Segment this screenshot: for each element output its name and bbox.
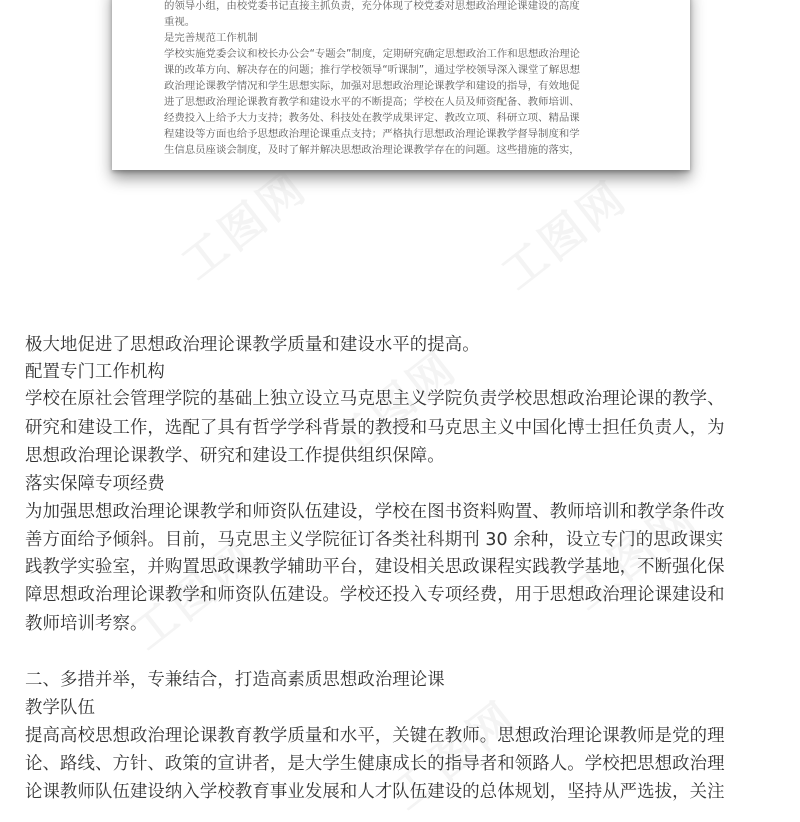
paragraph-line: 教师培训考察。: [25, 614, 148, 634]
paragraph-line: 思想政治理论课教学、研究和建设工作提供组织保障。: [25, 446, 445, 466]
document-photo: [0, 0, 800, 300]
paper-line: 重视。: [164, 16, 196, 28]
paper-sheet: [112, 0, 690, 170]
paper-line: 是完善规范工作机制: [164, 32, 258, 44]
paragraph-line: 论课教师队伍建设纳入学校教育事业发展和人才队伍建设的总体规划，坚持从严选拔，关注: [25, 782, 725, 802]
paper-line: 生信息员座谈会制度，及时了解并解决思想政治理论课教学存在的问题。这些措施的落实，: [164, 144, 580, 156]
paper-line: 程建设等方面也给予思想政治理论课重点支持；严格执行思想政治理论课教学督导制度和学: [164, 128, 580, 140]
section-heading: 配置专门工作机构: [25, 362, 165, 382]
paper-line: 的领导小组，由校党委书记直接主抓负责，充分体现了校党委对思想政治理论课建设的高度: [164, 0, 580, 12]
paragraph-line: 障思想政治理论课教学和师资队伍建设。学校还投入专项经费，用于思想政治理论课建设和: [25, 585, 725, 605]
paragraph-line: 善方面给予倾斜。目前，马克思主义学院征订各类社科期刊 30 余种，设立专门的思政课实: [25, 530, 724, 550]
paper-line: 课的改革方向、解决存在的问题；推行学校领导“听课制”，通过学校领导深入课堂了解思想: [164, 64, 580, 76]
paper-line: 进了思想政治理论课教育教学和建设水平的不断提高；学校在人员及师资配备、教师培训、: [164, 96, 580, 108]
chapter-heading: 二、多措并举，专兼结合，打造高素质思想政治理论课: [25, 670, 445, 690]
section-heading: 教学队伍: [25, 698, 95, 718]
paragraph-line: 研究和建设工作，选配了具有哲学学科背景的教授和马克思主义中国化博士担任负责人，为: [25, 418, 725, 438]
watermark: 工图网: [122, 531, 268, 660]
paragraph-line: 学校在原社会管理学院的基础上独立设立马克思主义学院负责学校思想政治理论课的教学、: [25, 389, 725, 409]
paragraph-line: 提高高校思想政治理论课教育教学质量和水平，关键在教师。思想政治理论课教师是党的理: [25, 726, 725, 746]
paragraph-line: 践教学实验室，并购置思政课教学辅助平台，建设相关思政课程实践教学基地，不断强化保: [25, 557, 725, 577]
watermark: 工图网: [382, 691, 528, 820]
paper-line: 经费投入上给予大力支持；教务处、科技处在教学成果评定、教改立项、科研立项、精品课: [164, 112, 580, 124]
paragraph-line: 极大地促进了思想政治理论课教学质量和建设水平的提高。: [25, 335, 480, 355]
paper-line: 学校实施党委会议和校长办公会“专题会”制度，定期研究确定思想政治工作和思想政治理论: [164, 48, 580, 60]
watermark: 工图网: [322, 341, 468, 470]
paragraph-line: 为加强思想政治理论课教学和师资队伍建设，学校在图书资料购置、教师培训和教学条件改: [25, 502, 725, 522]
paragraph-line: 论、路线、方针、政策的宣讲者，是大学生健康成长的指导者和领路人。学校把思想政治理: [25, 754, 725, 774]
paper-line: 政治理论课教学情况和学生思想实际，加强对思想政治理论课教学和建设的指导，有效地促: [164, 80, 580, 92]
watermark: 工图网: [562, 491, 708, 620]
section-heading: 落实保障专项经费: [25, 474, 165, 494]
